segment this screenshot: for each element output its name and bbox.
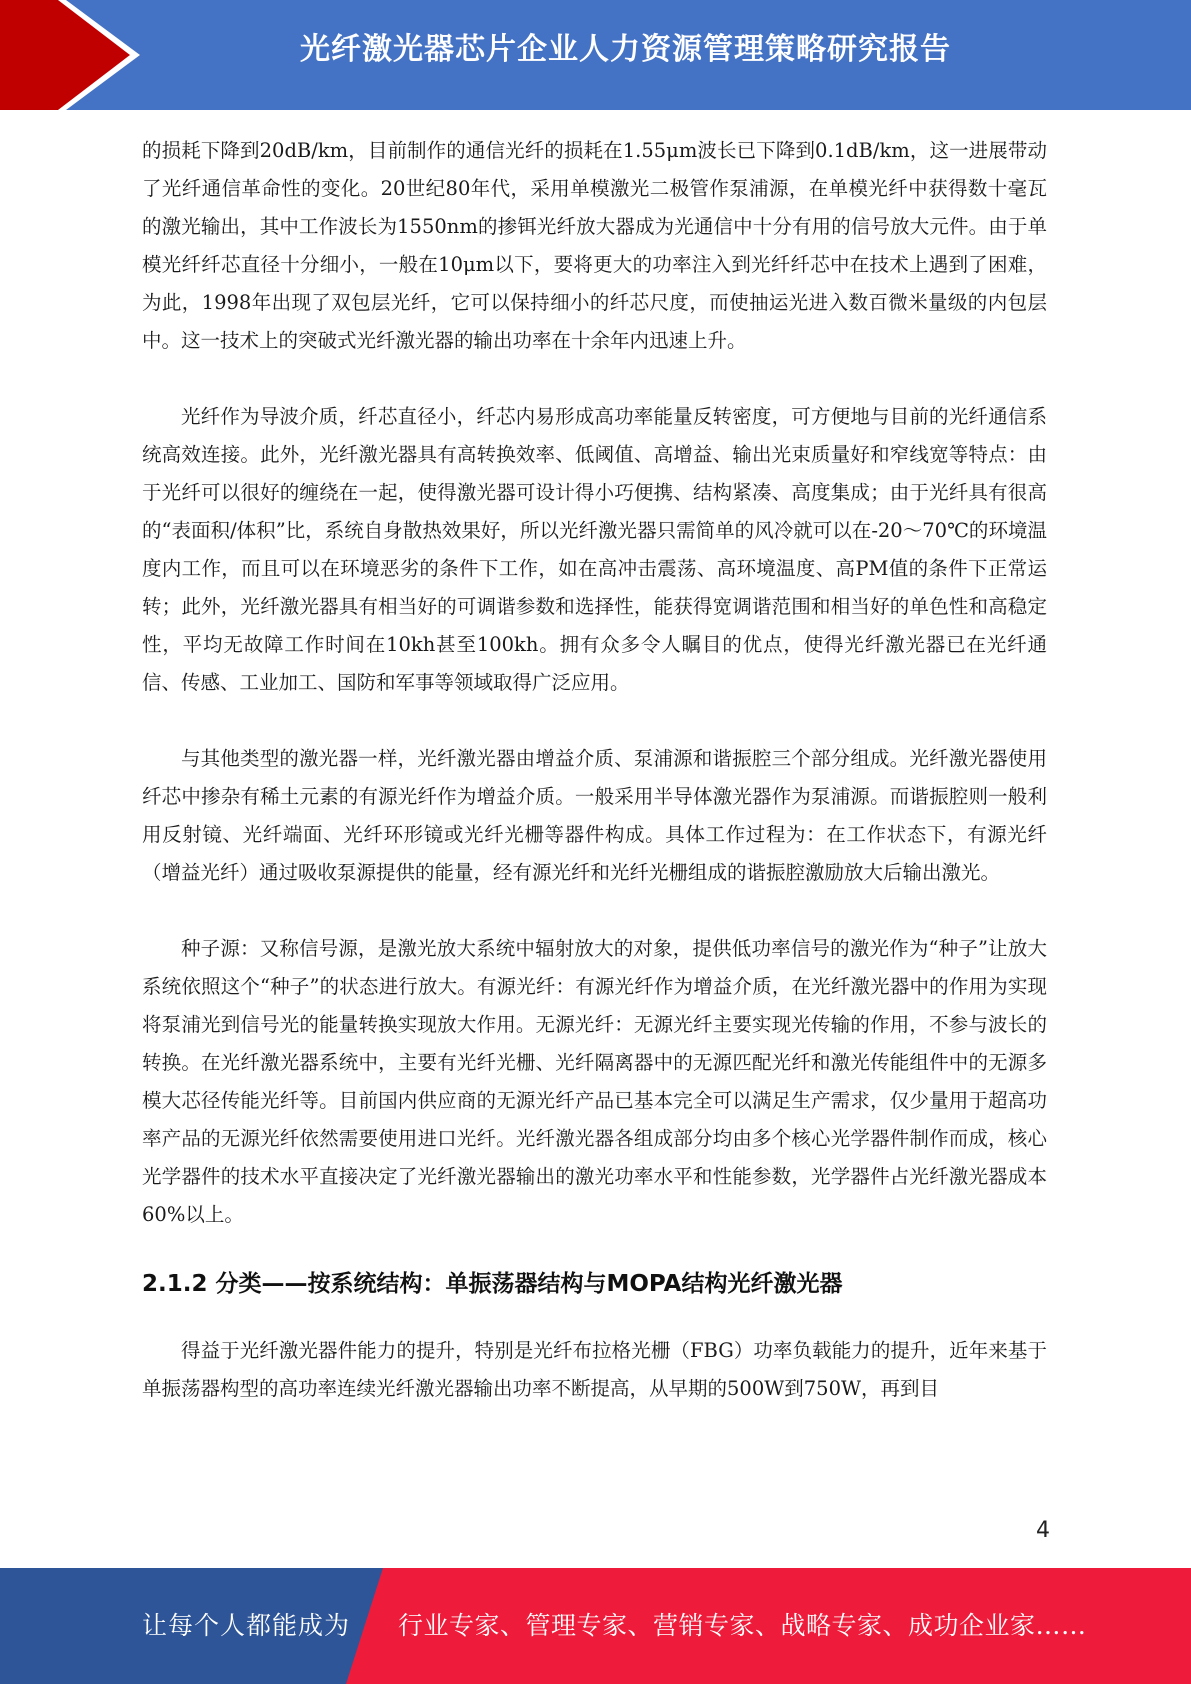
footer-slogan-right: 行业专家、管理专家、营销专家、战略专家、成功企业家…… [398,1611,1087,1640]
body-paragraph-2: 光纤作为导波介质，纤芯直径小，纤芯内易形成高功率能量反转密度，可方便地与目前的光纤通信系统高效连接。此外，光纤激光器具有高转换效率、低阈值、高增益、输出光束质量好和窄线宽等特点：由于光纤可以很好的缠绕在一起，使得激光器可设计得小巧便携、结构紧凑、高度集成；由于光纤具有很高的“表面积/体积”比，系统自身散热效果好，所以光纤激光器只需简单的风冷就可以在-20～70℃的环境温度内工作，而且可以在环境恶劣的条件下工作，如在高冲击震荡、高环境温度、高PM值的条件下正常运转；此外，光纤激光器具有相当好的可调谐参数和选择性，能获得宽调谐范围和相当好的单色性和高稳定性，平均无故障工作时间在10kh甚至100kh。拥有众多令人瞩目的优点，使得光纤激光器已在光纤通信、传感、工业加工、国防和军事等领域取得广泛应用。 [142,405,1047,694]
chevron-decoration-icon [0,0,150,110]
page-content [142,132,1047,1408]
page-footer [0,1568,1191,1684]
body-paragraph-5: 得益于光纤激光器件能力的提升，特别是光纤布拉格光栅（FBG）功率负载能力的提升，近年来基于单振荡器构型的高功率连续光纤激光器输出功率不断提高，从早期的500W到750W，再到目 [142,1339,1047,1400]
body-paragraph-4: 种子源：又称信号源，是激光放大系统中辐射放大的对象，提供低功率信号的激光作为“种子”让放大系统依照这个“种子”的状态进行放大。有源光纤：有源光纤作为增益介质，在光纤激光器中的作用为实现将泵浦光到信号光的能量转换实现放大作用。无源光纤：无源光纤主要实现光传输的作用，不参与波长的转换。在光纤激光器系统中，主要有光纤光栅、光纤隔离器中的无源匹配光纤和激光传能组件中的无源多模大芯径传能光纤等。目前国内供应商的无源光纤产品已基本完全可以满足生产需求，仅少量用于超高功率产品的无源光纤依然需要使用进口光纤。光纤激光器各组成部分均由多个核心光学器件制作而成，核心光学器件的技术水平直接决定了光纤激光器输出的激光功率水平和性能参数，光学器件占光纤激光器成本60%以上。 [142,937,1047,1226]
report-title: 光纤激光器芯片企业人力资源管理策略研究报告 [300,32,951,67]
body-paragraph-3: 与其他类型的激光器一样，光纤激光器由增益介质、泵浦源和谐振腔三个部分组成。光纤激光器使用纤芯中掺杂有稀土元素的有源光纤作为增益介质。一般采用半导体激光器作为泵浦源。而谐振腔则一般利用反射镜、光纤端面、光纤环形镜或光纤光栅等器件构成。具体工作过程为：在工作状态下，有源光纤（增益光纤）通过吸收泵源提供的能量，经有源光纤和光纤光栅组成的谐振腔激励放大后输出激光。 [142,747,1047,884]
section-heading: 2.1.2 分类——按系统结构：单振荡器结构与MOPA结构光纤激光器 [142,1271,843,1297]
body-paragraph-1: 的损耗下降到20dB/km，目前制作的通信光纤的损耗在1.55μm波长已下降到0.1dB/km，这一进展带动了光纤通信革命性的变化。20世纪80年代，采用单模激光二极管作泵浦源，在单模光纤中获得数十毫瓦的激光输出，其中工作波长为1550nm的掺铒光纤放大器成为光通信中十分有用的信号放大元件。由于单模光纤纤芯直径十分细小，一般在10μm以下，要将更大的功率注入到光纤纤芯中在技术上遇到了困难，为此，1998年出现了双包层光纤，它可以保持细小的纤芯尺度，而使抽运光进入数百微米量级的内包层中。这一技术上的突破式光纤激光器的输出功率在十余年内迅速上升。 [142,139,1047,352]
footer-slogan-left: 让每个人都能成为 [142,1611,351,1640]
page-number: 4 [1036,1518,1050,1543]
page-header [0,0,1191,110]
